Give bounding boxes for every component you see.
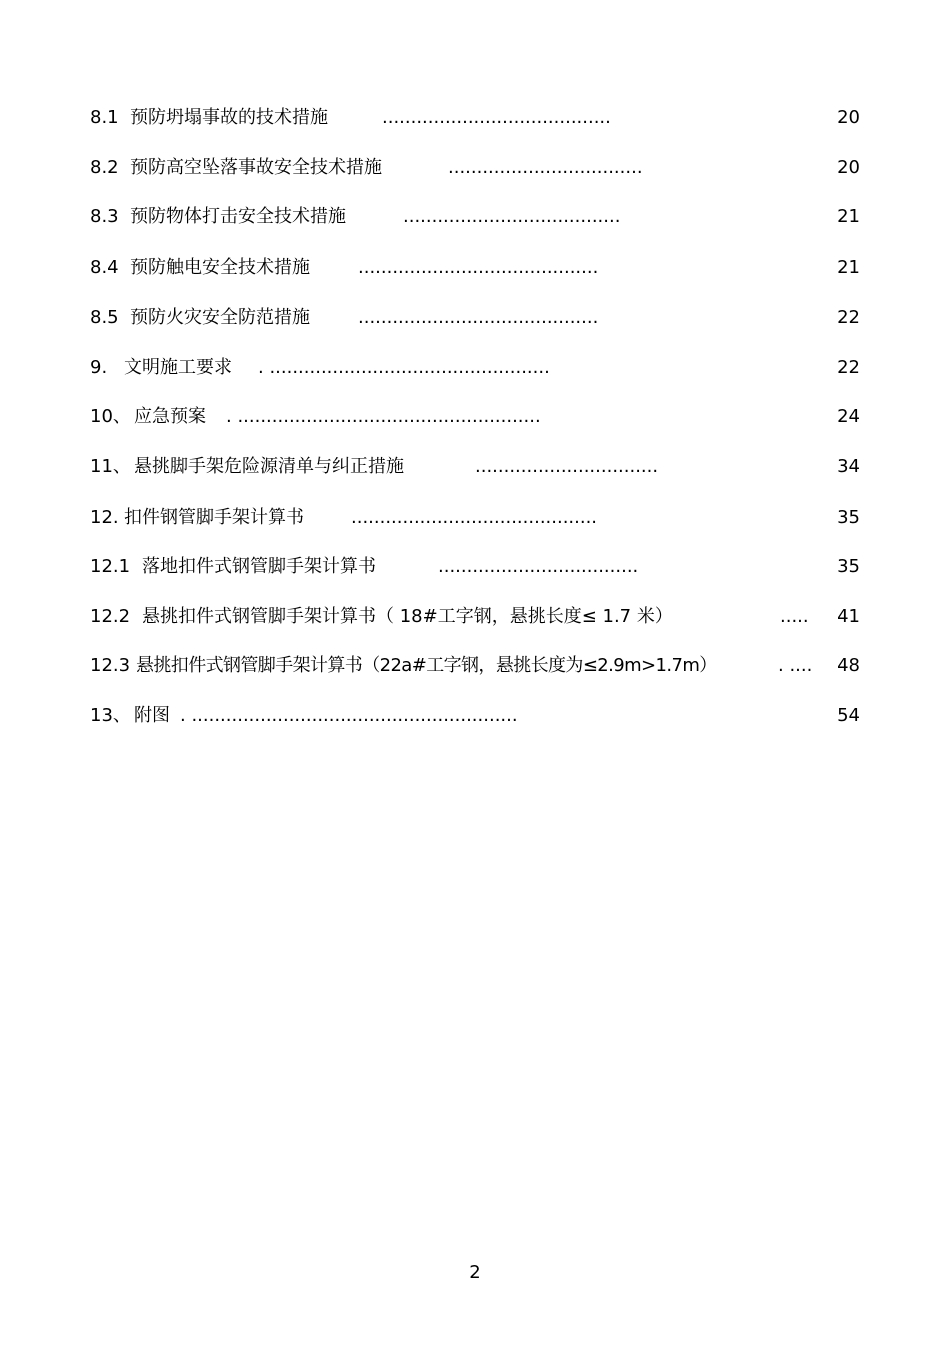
- toc-entry-leader: ................................: [475, 456, 659, 477]
- toc-entry-12-3[interactable]: [90, 653, 860, 679]
- toc-entry-page: 24: [837, 406, 860, 427]
- toc-entry-8-1[interactable]: [90, 105, 860, 131]
- toc-entry-page: 41: [837, 606, 860, 627]
- toc-entry-title: 悬挑脚手架危险源清单与纠正措施: [134, 456, 404, 477]
- toc-entry-title: 悬挑扣件式钢管脚手架计算书（22a#工字钢，悬挑长度为≤2.9m>1.7m）: [136, 655, 717, 676]
- toc-entry-page: 22: [837, 307, 860, 328]
- toc-entry-page: 20: [837, 157, 860, 178]
- toc-entry-title: 扣件钢管脚手架计算书: [124, 507, 304, 528]
- toc-entry-leader: ..........................................: [358, 307, 599, 328]
- toc-entry-page: 22: [837, 357, 860, 378]
- toc-entry-number: 8.3: [90, 206, 119, 227]
- toc-entry-number: 8.1: [90, 107, 119, 128]
- toc-entry-9[interactable]: [90, 355, 860, 381]
- toc-entry-number: 8.5: [90, 307, 119, 328]
- toc-entry-8-5[interactable]: [90, 305, 860, 331]
- toc-entry-title: 预防触电安全技术措施: [130, 257, 310, 278]
- toc-entry-page: 34: [837, 456, 860, 477]
- toc-entry-title: 预防火灾安全防范措施: [130, 307, 310, 328]
- toc-entry-12-2[interactable]: [90, 604, 860, 630]
- toc-entry-leader: . ....: [778, 655, 813, 676]
- toc-entry-page: 35: [837, 507, 860, 528]
- toc-entry-leader: ........................................: [382, 107, 611, 128]
- toc-entry-leader: . .....................................................: [226, 406, 541, 427]
- toc-entry-page: 35: [837, 556, 860, 577]
- toc-entry-8-3[interactable]: [90, 204, 860, 230]
- page-number: 2: [469, 1262, 481, 1283]
- toc-entry-number: 8.4: [90, 257, 119, 278]
- toc-entry-number: 9.: [90, 357, 108, 378]
- toc-entry-page: 20: [837, 107, 860, 128]
- toc-entry-11[interactable]: [90, 454, 860, 480]
- toc-entry-title: 预防物体打击安全技术措施: [130, 206, 346, 227]
- toc-entry-number: 12.2: [90, 606, 131, 627]
- toc-entry-12[interactable]: [90, 505, 860, 531]
- toc-entry-leader: ..........................................: [358, 257, 599, 278]
- toc-entry-number: 8.2: [90, 157, 119, 178]
- toc-entry-number: 11、: [90, 456, 131, 477]
- toc-entry-page: 48: [837, 655, 860, 676]
- toc-entry-leader: ...................................: [438, 556, 639, 577]
- toc-entry-number: 13、: [90, 705, 131, 726]
- toc-entry-title: 附图: [134, 705, 170, 726]
- toc-entry-leader: ..................................: [448, 157, 643, 178]
- toc-entry-12-1[interactable]: [90, 554, 860, 580]
- toc-entry-leader: ......................................: [403, 206, 621, 227]
- toc-entry-number: 12.3: [90, 655, 131, 676]
- toc-entry-8-2[interactable]: [90, 155, 860, 181]
- toc-entry-leader: ...........................................: [351, 507, 598, 528]
- toc-entry-title: 文明施工要求: [124, 357, 232, 378]
- toc-entry-title: 落地扣件式钢管脚手架计算书: [142, 556, 376, 577]
- toc-entry-title: 预防坍塌事故的技术措施: [130, 107, 328, 128]
- toc-entry-page: 54: [837, 705, 860, 726]
- toc-entry-leader: .....: [780, 606, 809, 627]
- toc-entry-10[interactable]: [90, 404, 860, 430]
- toc-entry-number: 10、: [90, 406, 131, 427]
- toc-entry-title: 悬挑扣件式钢管脚手架计算书（ 18#工字钢，悬挑长度≤ 1.7 米）: [142, 606, 673, 627]
- toc-entry-number: 12.1: [90, 556, 131, 577]
- toc-entry-page: 21: [837, 257, 860, 278]
- toc-entry-title: 预防高空坠落事故安全技术措施: [130, 157, 382, 178]
- toc-entry-page: 21: [837, 206, 860, 227]
- toc-entry-8-4[interactable]: [90, 255, 860, 281]
- toc-entry-number: 12.: [90, 507, 119, 528]
- toc-entry-leader: . .................................................: [258, 357, 550, 378]
- toc-entry-leader: . .........................................................: [180, 705, 518, 726]
- toc-entry-title: 应急预案: [134, 406, 206, 427]
- toc-entry-13[interactable]: [90, 703, 860, 729]
